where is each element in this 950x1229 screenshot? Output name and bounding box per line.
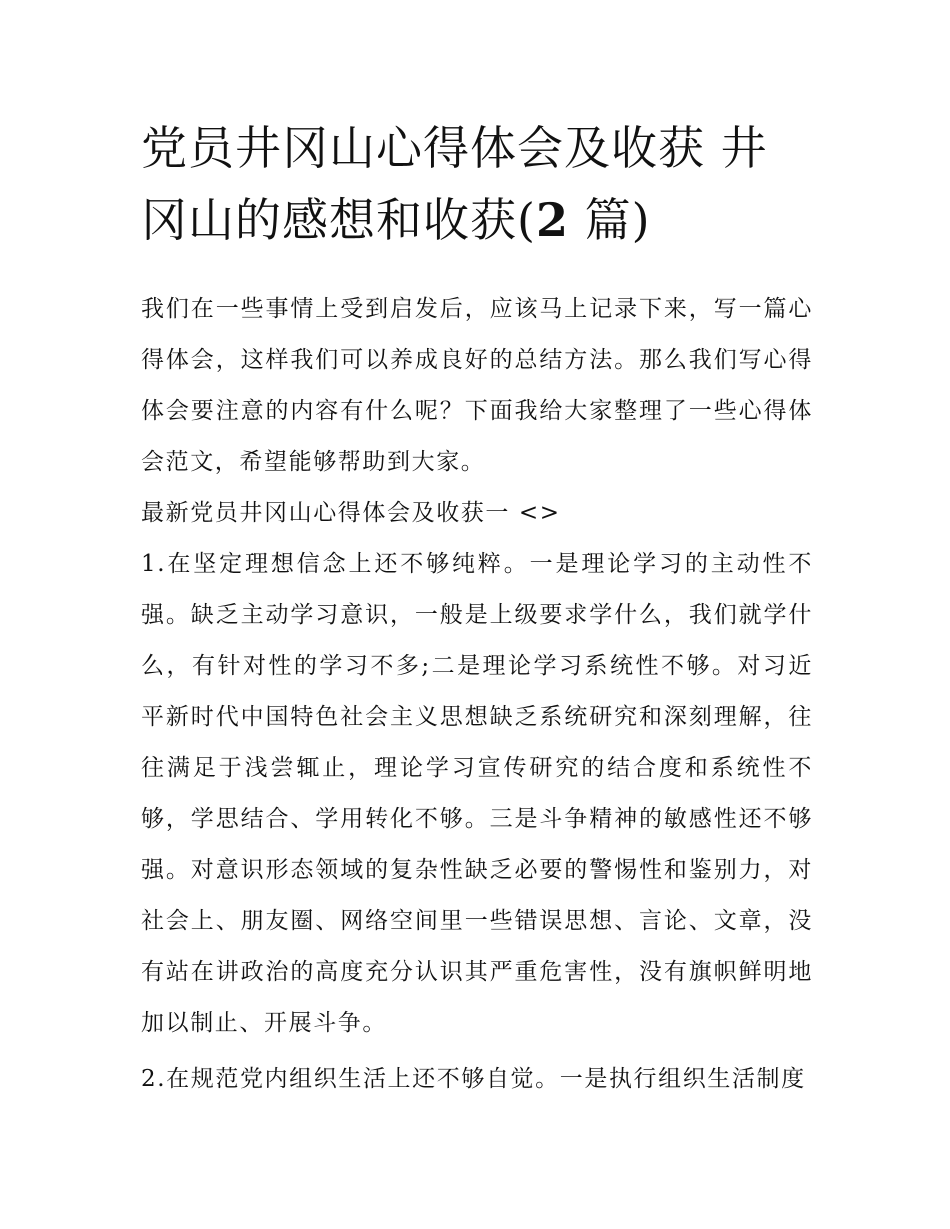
title-suffix: 篇) bbox=[568, 193, 651, 247]
numbered-paragraph-1: 1.在坚定理想信念上还不够纯粹。一是理论学习的主动性不强。缺乏主动学习意识，一般是上级要求学什么，我们就学什么，有针对性的学习不多;二是理论学习系统性不够。对习近平新时代中国特色社会主义思想缺乏系统研究和深刻理解，往往满足于浅尝辄止，理论学习宣传研究的结合度和系统性不够，学思结合、学用转化不够。三是斗争精神的敏感性还不够强。对意识形态领域的复杂性缺乏必要的警惕性和鉴别力，对社会上、朋友圈、网络空间里一些错误思想、言论、文章，没有站在讲政治的高度充分认识其严重危害性，没有旗帜鲜明地加以制止、开展斗争。 bbox=[141, 551, 813, 1036]
numbered-paragraph-2: 2.在规范党内组织生活上还不够自觉。一是执行组织生活制度 bbox=[141, 1066, 806, 1092]
intro-paragraph: 我们在一些事情上受到启发后，应该马上记录下来，写一篇心得体会，这样我们可以养成良好的总结方法。那么我们写心得体会要注意的内容有什么呢？下面我给大家整理了一些心得体会范文，希望能够帮助到大家。 bbox=[141, 296, 813, 475]
document-body bbox=[141, 112, 813, 1105]
document-title bbox=[141, 112, 813, 256]
title-text: 党员井冈山心得体会及收获 井冈山的感想和收获( bbox=[141, 121, 768, 247]
section-heading: 最新党员井冈山心得体会及收获一 <> bbox=[141, 500, 561, 526]
title-number: 2 bbox=[535, 193, 569, 247]
